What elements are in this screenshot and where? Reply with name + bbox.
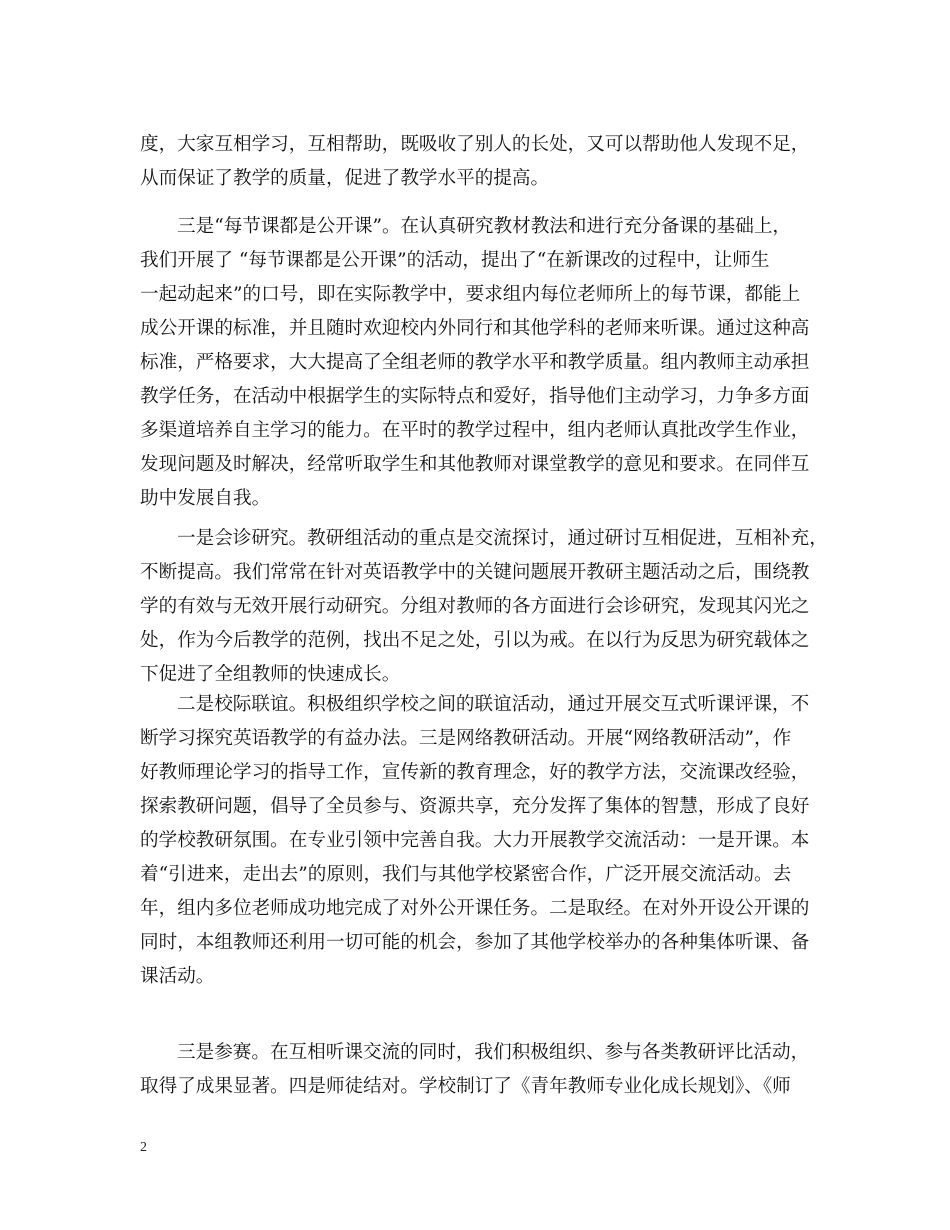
paragraph-line: 取得了成果显著。四是师徒结对。学校制订了《青年教师专业化成长规划》、《师 <box>140 1076 791 1097</box>
paragraph-line: 着“引进来，走出去”的原则，我们与其他学校紧密合作，广泛开展交流活动。去 <box>140 864 792 885</box>
paragraph-line: 教学任务，在活动中根据学生的实际特点和爱好，指导他们主动学习，力争多方面 <box>140 386 810 407</box>
paragraph-line: 从而保证了教学的质量，促进了教学水平的提高。 <box>140 168 550 189</box>
paragraph-line: 课活动。 <box>140 966 215 987</box>
paragraph-line: 三是“每节课都是公开课”。在认真研究教材教法和进行充分备课的基础上， <box>177 216 792 237</box>
paragraph-line: 下促进了全组教师的快速成长。 <box>140 664 401 685</box>
paragraph-line: 二是校际联谊。积极组织学校之间的联谊活动，通过开展交互式听课评课，不 <box>177 694 810 715</box>
paragraph <box>140 210 809 516</box>
paragraph-line: 学的有效与无效开展行动研究。分组对教师的各方面进行会诊研究，发现其闪光之 <box>140 596 810 617</box>
paragraph-line: 一起动起来”的口号，即在实际教学中，要求组内每位老师所上的每节课，都能上 <box>140 284 801 305</box>
body-text <box>140 0 830 1230</box>
paragraph-line: 助中发展自我。 <box>140 488 271 509</box>
paragraph <box>140 522 828 692</box>
paragraph-line: 三是参赛。在互相听课交流的同时，我们积极组织、参与各类教研评比活动， <box>177 1042 810 1063</box>
paragraph <box>140 128 809 196</box>
paragraph-line: 同时，本组教师还利用一切可能的机会，参加了其他学校举办的各种集体听课、备 <box>140 932 810 953</box>
paragraph-line: 发现问题及时解决，经常听取学生和其他教师对课堂教学的意见和要求。在同伴互 <box>140 454 810 475</box>
paragraph-line: 不断提高。我们常常在针对英语教学中的关键问题展开教研主题活动之后，围绕教 <box>140 562 810 583</box>
paragraph-line: 探索教研问题，倡导了全员参与、资源共享，充分发挥了集体的智慧，形成了良好 <box>140 796 810 817</box>
paragraph-line: 标准，严格要求，大大提高了全组老师的教学水平和教学质量。组内教师主动承担 <box>140 352 810 373</box>
paragraph <box>140 688 809 994</box>
paragraph-line: 年，组内多位老师成功地完成了对外公开课任务。二是取经。在对外开设公开课的 <box>140 898 810 919</box>
paragraph-line: 我们开展了 “每节课都是公开课”的活动，提出了“在新课改的过程中，让师生 <box>140 250 770 271</box>
page-number: 2 <box>140 1140 147 1155</box>
paragraph-line: 处，作为今后教学的范例，找出不足之处，引以为戒。在以行为反思为研究载体之 <box>140 630 810 651</box>
paragraph-line: 成公开课的标准，并且随时欢迎校内外同行和其他学科的老师来听课。通过这种高 <box>140 318 810 339</box>
paragraph-line: 一是会诊研究。教研组活动的重点是交流探讨，通过研讨互相促进，互相补充， <box>177 528 828 549</box>
paragraph-line: 多渠道培养自主学习的能力。在平时的教学过程中，组内老师认真批改学生作业， <box>140 420 810 441</box>
paragraph <box>140 1036 809 1104</box>
paragraph-line: 断学习探究英语教学的有益办法。三是网络教研活动。开展“网络教研活动”，作 <box>140 728 792 749</box>
paragraph-line: 度，大家互相学习，互相帮助，既吸收了别人的长处，又可以帮助他人发现不足， <box>140 134 810 155</box>
paragraph-line: 好教师理论学习的指导工作，宣传新的教育理念，好的教学方法，交流课改经验， <box>140 762 810 783</box>
paragraph-line: 的学校教研氛围。在专业引领中完善自我。大力开展教学交流活动：一是开课。本 <box>140 830 810 851</box>
